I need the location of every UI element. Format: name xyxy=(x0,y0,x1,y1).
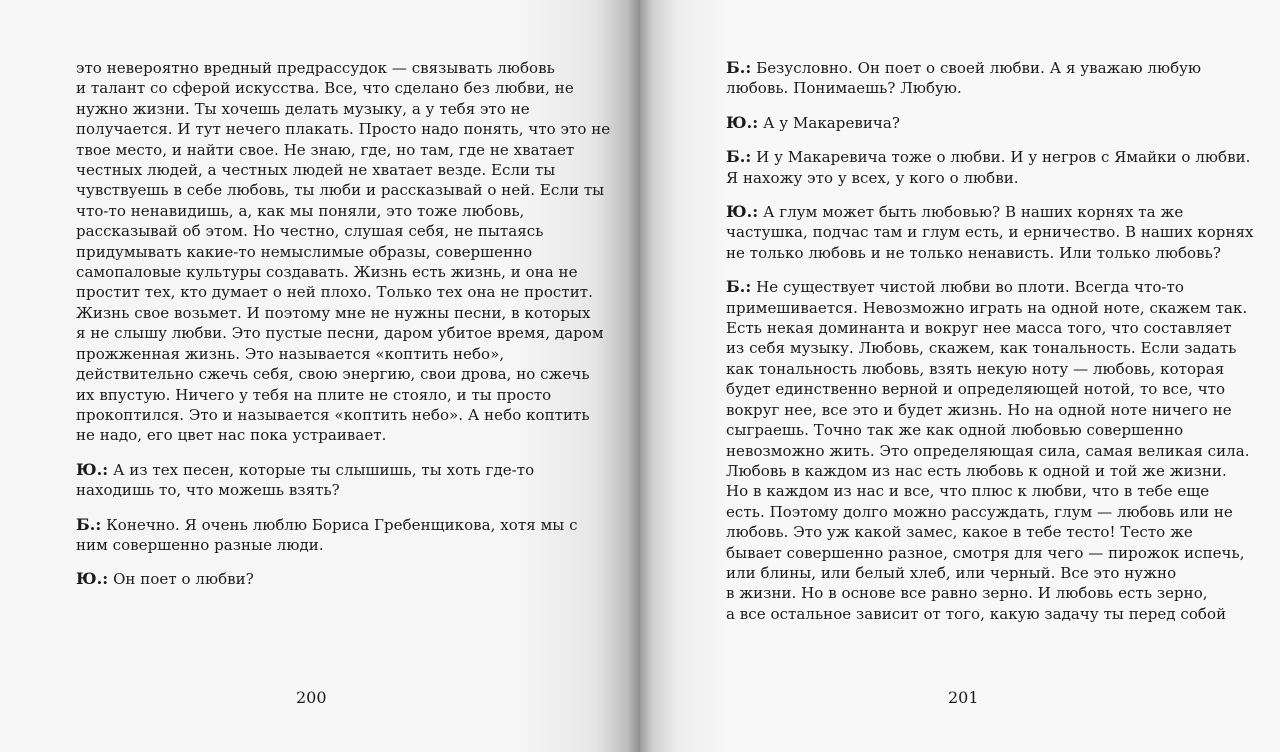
dialogue-turn xyxy=(76,515,596,556)
text-line: твое место, и найти свое. Не знаю, где, но там, где не хватает xyxy=(76,140,575,159)
text-line: простит тех, кто думает о ней плохо. Только тех она не простит. xyxy=(76,283,593,302)
text-line: нужно жизни. Ты хочешь делать музыку, а у тебя это не xyxy=(76,99,530,118)
text-line xyxy=(726,113,1246,133)
text-line: прожженная жизнь. Это называется «коптить небо», xyxy=(76,344,505,363)
dialogue-turn xyxy=(726,202,1254,263)
speech-text: А глум может быть любовью? В наших корнях та же xyxy=(763,203,1184,222)
text-line: как тональность любовь, взять некую ноту — любовь, которая xyxy=(726,359,1225,378)
paragraph-gap xyxy=(726,133,1246,147)
speech-text: А из тех песен, которые ты слышишь, ты хоть где-то xyxy=(113,460,535,479)
dialogue-turn xyxy=(726,147,1251,188)
text-line: бывает совершенно разное, смотря для чего — пирожок испечь, xyxy=(726,543,1245,562)
speech-text: Конечно. Я очень люблю Бориса Гребенщикова, хотя мы с xyxy=(106,515,578,534)
text-line: частушка, подчас там и глум есть, и ерничество. В наших корнях xyxy=(726,223,1254,242)
paragraph-gap xyxy=(726,99,1246,113)
text-line: честных людей, а честных людей не хватает везде. Если ты xyxy=(76,161,556,180)
text-line: действительно сжечь себя, свою энергию, свои дрова, но сжечь xyxy=(76,365,590,384)
paragraph xyxy=(76,58,611,446)
text-line: Жизнь свое возьмет. И поэтому мне не нужны песни, в которых xyxy=(76,303,591,322)
text-line: в жизни. Но в основе все равно зерно. И любовь есть зерно, xyxy=(726,584,1208,603)
speech-text: Безусловно. Он поет о своей любви. А я уважаю любую xyxy=(756,59,1202,77)
paragraph-gap xyxy=(76,501,596,515)
speech-text: Не существует чистой любви во плоти. Всегда что-то xyxy=(756,278,1184,297)
text-line: или блины, или белый хлеб, или черный. Все это нужно xyxy=(726,563,1177,582)
text-line: прокоптился. Это и называется «коптить небо». А небо коптить xyxy=(76,405,590,424)
text-line: что-то ненавидишь, а, как мы поняли, это тоже любовь, xyxy=(76,201,525,220)
speaker-label: Ю.: xyxy=(76,569,109,589)
text-line: получается. И тут нечего плакать. Просто надо понять, что это не xyxy=(76,120,611,139)
text-line: а все остальное зависит от того, какую задачу ты перед собой xyxy=(726,604,1227,623)
paragraph-gap xyxy=(76,555,596,569)
text-line xyxy=(76,569,596,589)
text-line: Я нахожу это у всех, у кого о любви. xyxy=(726,168,1019,187)
dialogue-turn xyxy=(76,569,596,589)
speaker-label: Б.: xyxy=(726,277,752,297)
text-line xyxy=(726,277,1246,297)
text-line xyxy=(726,147,1251,167)
text-line: я не слышу любви. Это пустые песни, даром убитое время, даром xyxy=(76,324,604,343)
speech-text: Он поет о любви? xyxy=(113,570,254,589)
text-line: их впустую. Ничего у тебя на плите не стояло, и ты просто xyxy=(76,385,552,404)
dialogue-turn xyxy=(726,113,1246,133)
text-line: не надо, его цвет нас пока устраивает. xyxy=(76,426,387,445)
text-line: самопаловые культуры создавать. Жизнь есть жизнь, и она не xyxy=(76,263,578,282)
text-line: не только любовь и не только ненависть. Или только любовь? xyxy=(726,243,1221,262)
text-line: и талант со сферой искусства. Все, что сделано без любви, не xyxy=(76,79,574,98)
text-line: придумывать какие-то немыслимые образы, совершенно xyxy=(76,242,533,261)
text-line: рассказывай об этом. Но честно, слушая себя, не пытаясь xyxy=(76,222,544,241)
dialogue-turn xyxy=(726,277,1250,624)
dialogue-turn xyxy=(76,460,596,501)
text-line: любовь. Это уж какой замес, какое в тебе тесто! Тесто же xyxy=(726,523,1193,542)
text-line: будет единственно верной и определяющей нотой, то все, что xyxy=(726,380,1226,399)
text-line xyxy=(726,202,1246,222)
text-line: из себя музыку. Любовь, скажем, как тональность. Если задать xyxy=(726,339,1237,358)
text-line: ним совершенно разные люди. xyxy=(76,535,324,554)
text-line xyxy=(726,58,1246,78)
right-page-text xyxy=(726,58,1254,624)
text-line xyxy=(76,515,596,535)
right-page xyxy=(640,0,1280,752)
text-line: Любовь в каждом из нас есть любовь к одной и той же жизни. xyxy=(726,461,1227,480)
paragraph-gap xyxy=(726,188,1246,202)
speaker-label: Б.: xyxy=(726,147,752,167)
speaker-label: Б.: xyxy=(726,58,752,77)
text-line: это невероятно вредный предрассудок — связывать любовь xyxy=(76,59,555,77)
text-line: Но в каждом из нас и все, что плюс к любви, что в тебе еще xyxy=(726,482,1210,501)
text-line: вокруг нее, все это и будет жизнь. Но на одной ноте ничего не xyxy=(726,400,1232,419)
text-line: сыграешь. Точно так же как одной любовью совершенно xyxy=(726,421,1184,440)
text-line: любовь. Понимаешь? Любую. xyxy=(726,79,962,98)
text-line: невозможно жить. Это определяющая сила, самая великая сила. xyxy=(726,441,1250,460)
speaker-label: Б.: xyxy=(76,514,102,534)
speaker-label: Ю.: xyxy=(726,112,759,132)
text-line: Есть некая доминанта и вокруг нее масса того, что составляет xyxy=(726,319,1232,338)
text-line xyxy=(76,460,596,480)
dialogue-turn xyxy=(726,58,1246,99)
speaker-label: Ю.: xyxy=(726,202,759,222)
text-line: находишь то, что можешь взять? xyxy=(76,481,340,500)
speech-text: А у Макаревича? xyxy=(763,113,900,132)
text-line: примешивается. Невозможно играть на одной ноте, скажем так. xyxy=(726,298,1248,317)
page-number: 201 xyxy=(948,688,979,707)
text-line: чувствуешь в себе любовь, ты люби и рассказывай о ней. Если ты xyxy=(76,181,605,200)
page-number: 200 xyxy=(296,688,327,707)
text-line: есть. Поэтому долго можно рассуждать, глум — любовь или не xyxy=(726,502,1233,521)
speaker-label: Ю.: xyxy=(76,459,109,479)
left-page-text xyxy=(76,58,611,590)
paragraph-gap xyxy=(76,446,596,460)
paragraph-gap xyxy=(726,263,1246,277)
speech-text: И у Макаревича тоже о любви. И у негров с Ямайки о любви. xyxy=(756,148,1251,167)
